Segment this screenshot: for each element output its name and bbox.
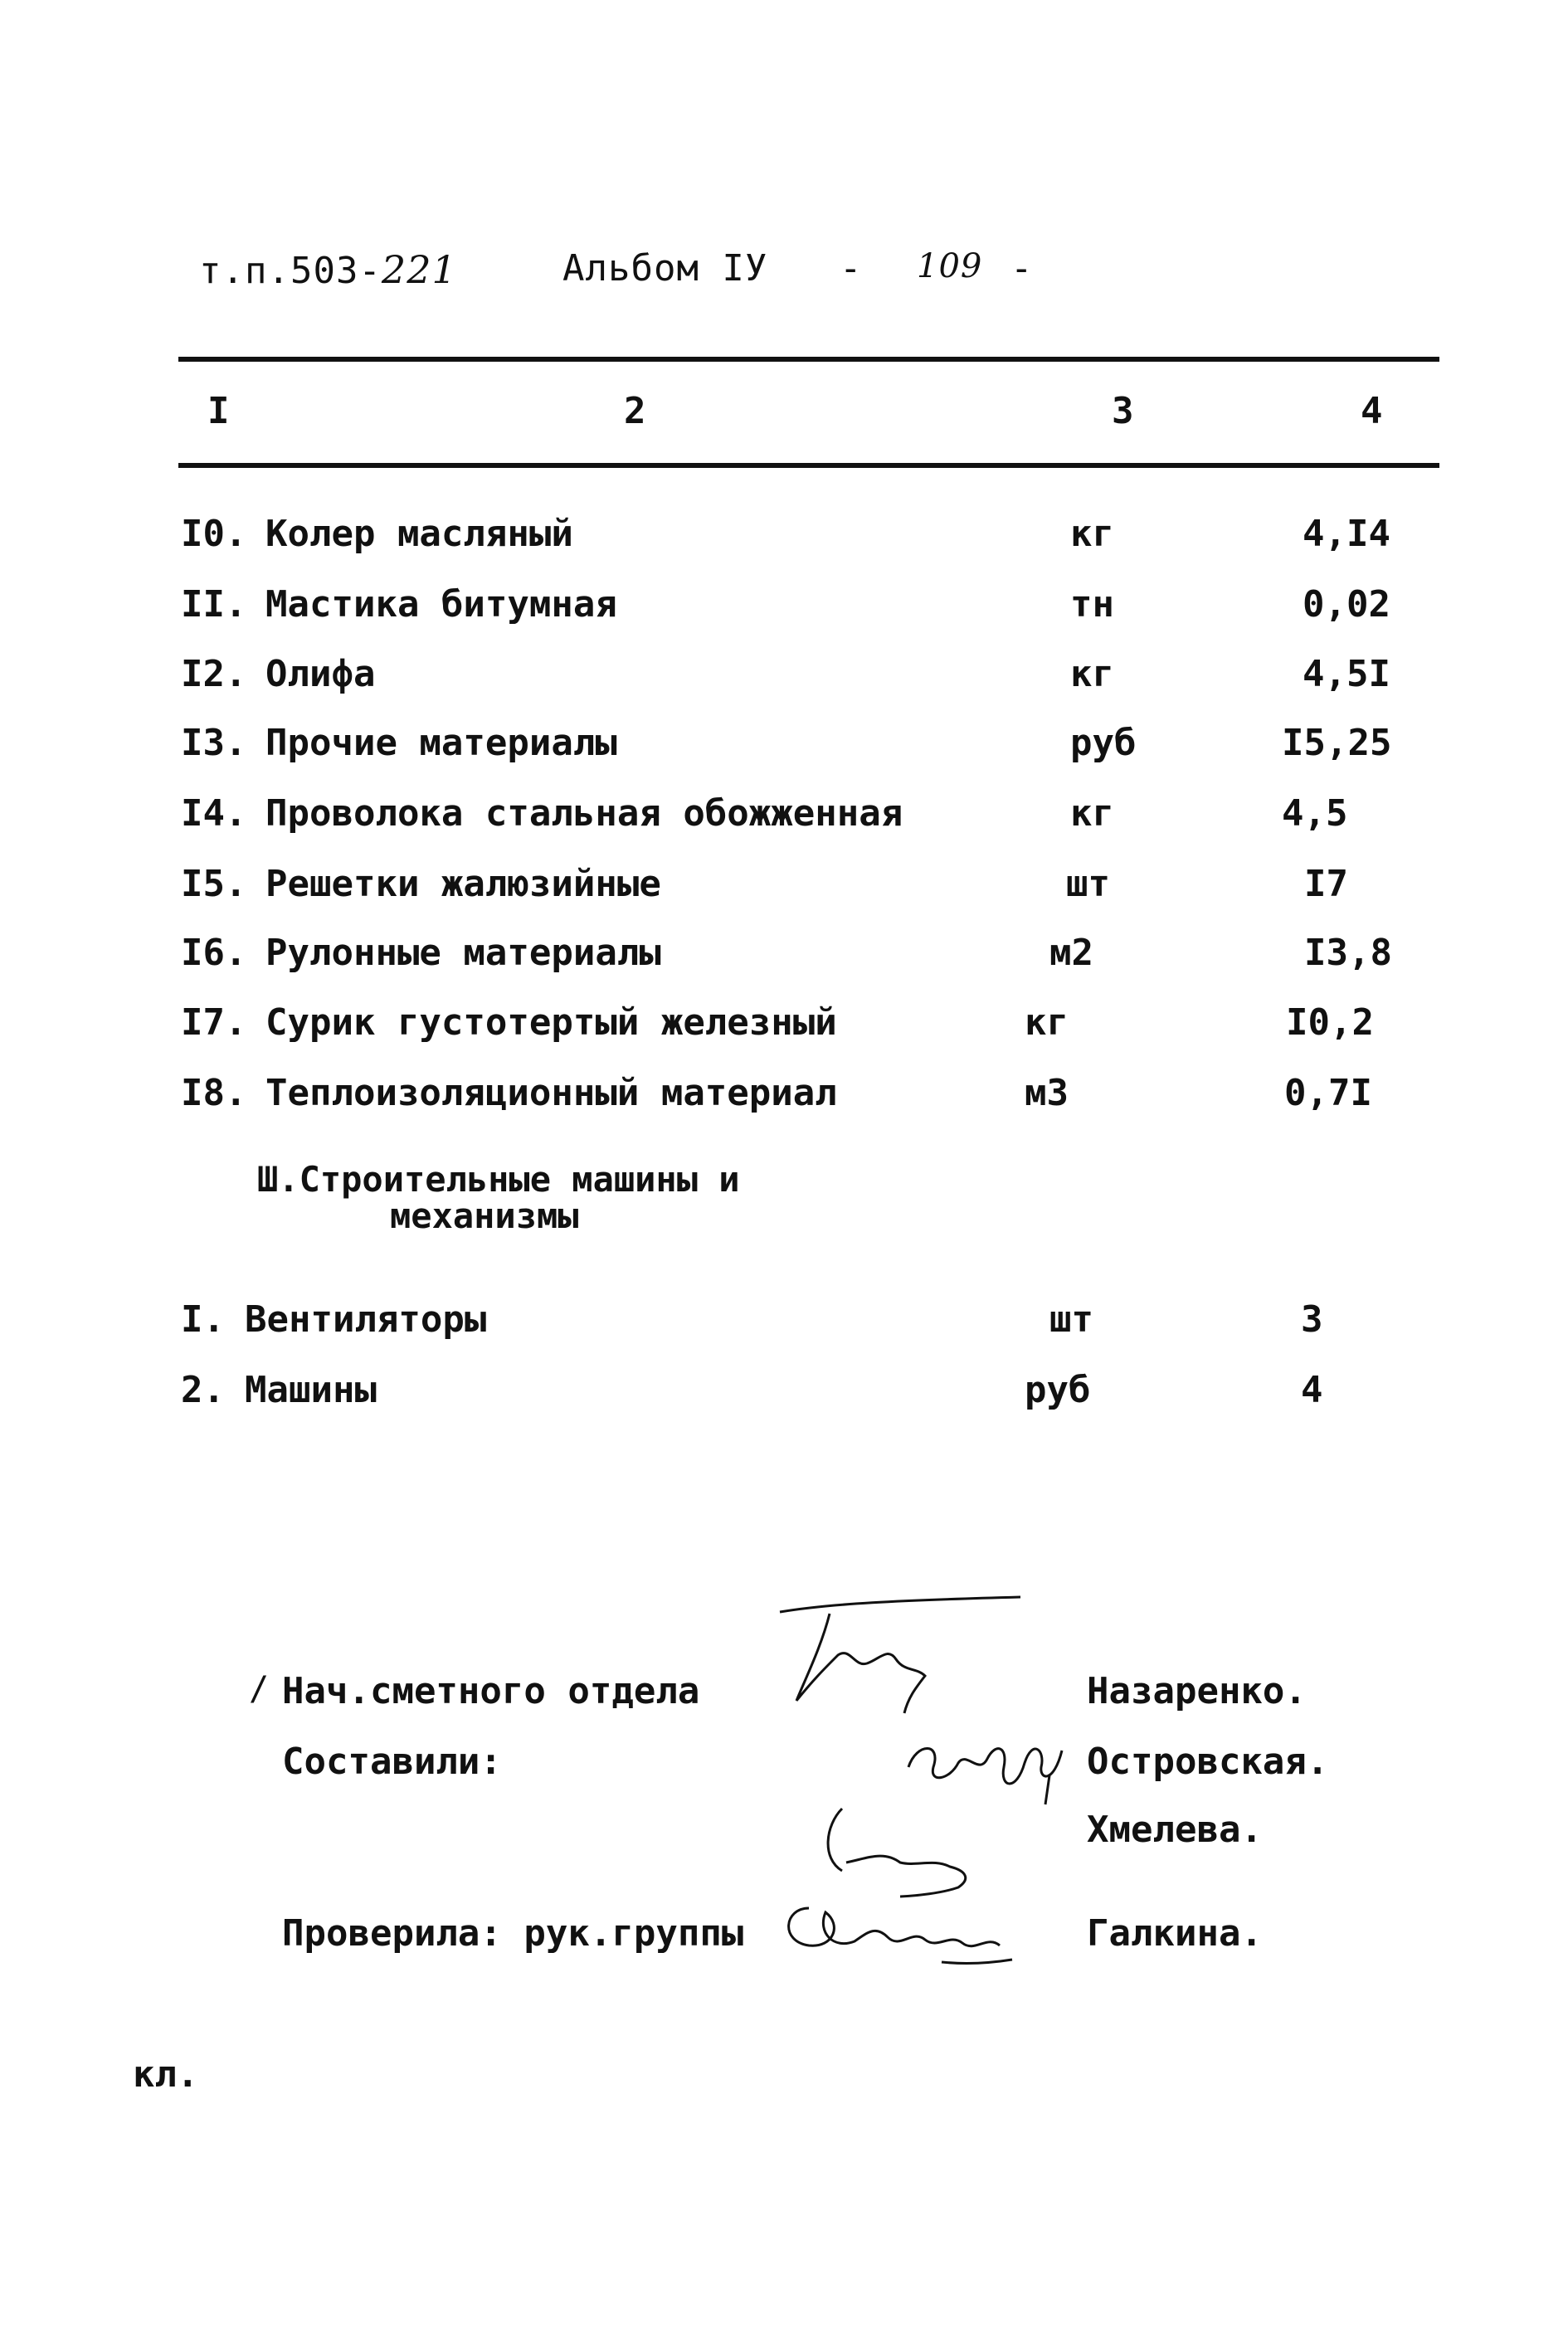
row-number: I0. [181, 513, 247, 555]
row-quantity: I0,2 [1286, 1001, 1374, 1044]
table-header-rule [178, 463, 1439, 468]
row-quantity: I3,8 [1304, 932, 1392, 974]
row-unit: м3 [1025, 1072, 1069, 1114]
table-row [0, 792, 1568, 842]
dash-left: - [840, 247, 863, 290]
row-name: Вентиляторы [245, 1298, 487, 1341]
compiled-by-label: Составили: [282, 1741, 502, 1783]
row-name: Мастика битумная [265, 583, 617, 626]
column-header-2: 2 [624, 390, 646, 432]
table-row [0, 583, 1568, 633]
signature-checker [776, 1883, 1025, 1975]
row-unit: кг [1070, 513, 1114, 555]
row-quantity: I7 [1304, 863, 1348, 905]
row-quantity: 3 [1301, 1298, 1323, 1341]
row-number: 2. [181, 1369, 225, 1411]
doc-code-prefix: т.п.503- [199, 250, 382, 292]
row-quantity: 0,7I [1284, 1072, 1372, 1114]
row-number: I7. [181, 1001, 247, 1044]
tick-mark: / [249, 1670, 270, 1708]
row-name: Теплоизоляционный материал [265, 1072, 837, 1114]
row-name: Прочие материалы [265, 722, 617, 764]
column-header-4: 4 [1361, 390, 1383, 432]
row-number: I4. [181, 792, 247, 835]
doc-code-suffix: 221 [381, 247, 457, 292]
table-row [0, 1298, 1568, 1348]
signature-compiler-1 [900, 1717, 1083, 1809]
row-name: Машины [245, 1369, 377, 1411]
dash-right: - [1010, 247, 1034, 290]
page-number: 109 [917, 247, 983, 285]
row-number: II. [181, 583, 247, 626]
table-row [0, 863, 1568, 913]
row-unit: руб [1070, 722, 1137, 764]
row-quantity: 0,02 [1303, 583, 1390, 626]
table-row [0, 932, 1568, 981]
row-number: I. [181, 1298, 225, 1341]
row-unit: шт [1066, 863, 1110, 905]
row-quantity: I5,25 [1282, 722, 1392, 764]
row-name: Проволока стальная обожженная [265, 792, 903, 835]
table-row [0, 722, 1568, 772]
row-unit: руб [1025, 1369, 1091, 1411]
head-of-department-label: Нач.сметного отдела [282, 1670, 700, 1712]
column-header-3: 3 [1112, 390, 1134, 432]
footer-mark: кл. [133, 2053, 199, 2096]
table-row [0, 513, 1568, 562]
table-row [0, 1369, 1568, 1419]
compiled-by-name-1: Островская. [1087, 1741, 1329, 1783]
row-quantity: 4,5 [1282, 792, 1348, 835]
row-number: I6. [181, 932, 247, 974]
row-unit: кг [1070, 792, 1114, 835]
section-heading [257, 1161, 740, 1234]
table-row [0, 1072, 1568, 1122]
signature-head [772, 1589, 1037, 1721]
row-name: Колер масляный [265, 513, 573, 555]
column-header-1: I [207, 390, 230, 432]
row-quantity: 4,I4 [1303, 513, 1390, 555]
album-label: Альбом IУ [562, 247, 768, 290]
row-name: Сурик густотертый железный [265, 1001, 837, 1044]
section-heading-line-2: механизмы [390, 1195, 579, 1236]
row-unit: кг [1070, 653, 1114, 695]
row-name: Рулонные материалы [265, 932, 661, 974]
row-number: I3. [181, 722, 247, 764]
table-row [0, 653, 1568, 703]
compiled-by-name-2: Хмелева. [1087, 1809, 1263, 1851]
doc-code [199, 247, 457, 292]
head-of-department-name: Назаренко. [1087, 1670, 1307, 1712]
row-number: I5. [181, 863, 247, 905]
row-number: I8. [181, 1072, 247, 1114]
row-quantity: 4 [1301, 1369, 1323, 1411]
checked-by-name: Галкина. [1087, 1912, 1263, 1955]
row-number: I2. [181, 653, 247, 695]
table-top-rule [178, 357, 1439, 362]
row-unit: тн [1070, 583, 1114, 626]
table-row [0, 1001, 1568, 1051]
checked-by-label: Проверила: рук.группы [282, 1912, 744, 1955]
section-heading-line-1: Ш.Строительные машины и [257, 1159, 740, 1200]
row-unit: м2 [1049, 932, 1093, 974]
row-quantity: 4,5I [1303, 653, 1390, 695]
row-unit: шт [1049, 1298, 1093, 1341]
row-name: Олифа [265, 653, 376, 695]
row-name: Решетки жалюзийные [265, 863, 661, 905]
row-unit: кг [1025, 1001, 1069, 1044]
